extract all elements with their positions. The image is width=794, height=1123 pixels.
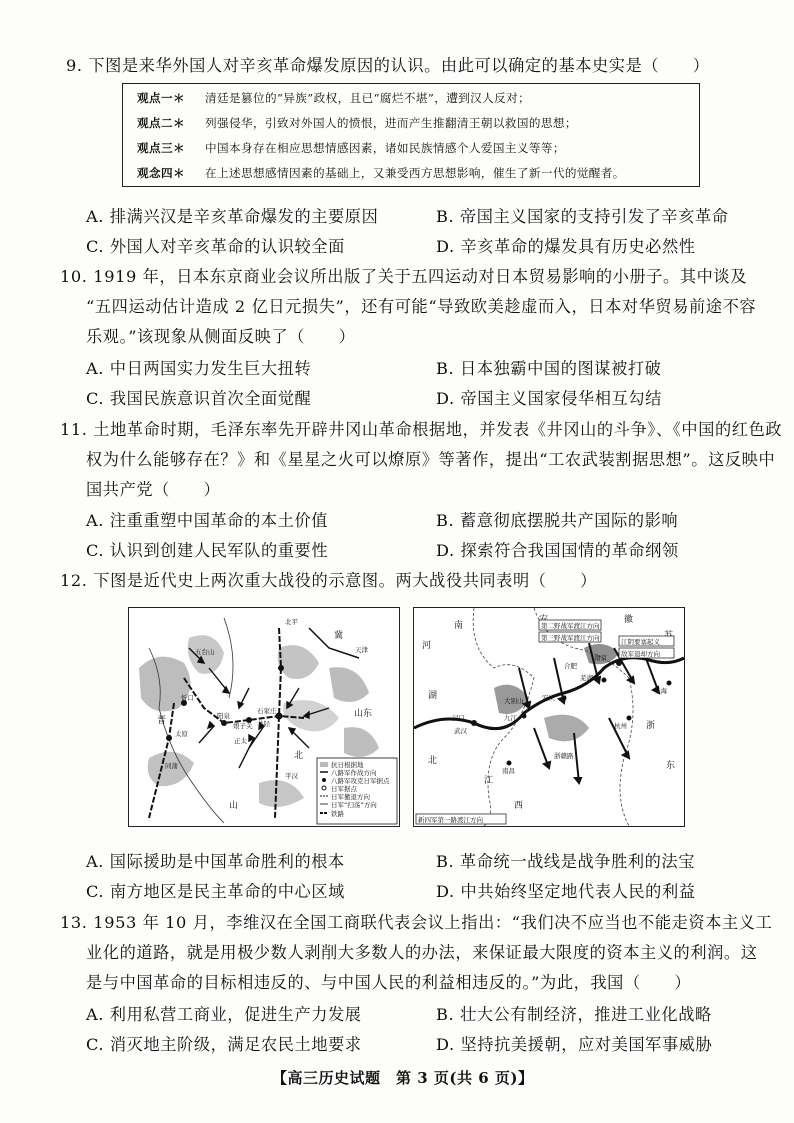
viewpoint-key: 观念四＊	[137, 166, 185, 180]
page-footer: 【高三历史试题 第 3 页(共 6 页)】	[272, 1069, 534, 1087]
map-label: 天津	[355, 646, 368, 654]
base-area-shade	[278, 645, 319, 679]
legend-label: 新四军第一路渡江方向	[418, 816, 483, 824]
option-10c[interactable]: C. 我国民族意识首次全面觉醒	[86, 389, 312, 408]
map-label: 南	[454, 621, 464, 631]
map-label: 东	[666, 761, 676, 771]
river-line	[224, 618, 233, 698]
left-map-svg	[129, 608, 399, 826]
question-11-line-2: 权为什么能够存在？》和《星星之火可以燎原》等著作，提出“工农武装割据思想”。这反映中	[86, 450, 776, 469]
option-13a[interactable]: A. 利用私营工商业，促进生产力发展	[86, 1005, 362, 1024]
option-9c[interactable]: C. 外国人对辛亥革命的认识较全面	[86, 237, 345, 256]
option-9d[interactable]: D. 辛亥革命的爆发具有历史必然性	[436, 237, 696, 256]
legend-label: 第二野战军渡江方向	[541, 622, 600, 630]
question-13-line-2: 业化的道路，就是用极少数人剥削大多数人的办法，来保证最大限度的资本主义的利润。这	[86, 943, 758, 962]
question-10-line-1: 10. 1919 年，日本东京商业会议所出版了关于五四运动对日本贸易影响的小册子。其中谈及	[60, 267, 747, 286]
legend-label: 第三野战军渡江方向	[541, 634, 600, 642]
map-label: 河	[422, 641, 432, 651]
option-10d[interactable]: D. 帝国主义国家侵华相互勾结	[436, 389, 662, 408]
map-label: 正太	[234, 737, 247, 745]
map-label: 井陉	[257, 720, 270, 728]
map-label: 芜湖	[580, 674, 593, 682]
option-12a[interactable]: A. 国际援助是中国革命胜利的根本	[86, 852, 345, 871]
map-label: 平汉	[285, 772, 298, 780]
map-label: 大别山	[504, 697, 524, 705]
option-10a[interactable]: A. 中日两国实力发生巨大扭转	[86, 359, 312, 378]
legend-label: 八路军作战方向	[331, 769, 377, 777]
legend-label: 江阴要塞起义	[621, 638, 660, 646]
base-area-shade	[259, 780, 304, 807]
map-label: 山	[229, 801, 239, 811]
question-9-stem: 9. 下图是来华外国人对辛亥革命爆发原因的认识。由此可以确定的基本史实是（ ）	[66, 56, 710, 75]
option-11b[interactable]: B. 蓄意彻底摆脱共产国际的影响	[436, 511, 679, 530]
question-13-line-1: 13. 1953 年 10 月，李维汉在全国工商联代表会议上指出：“我们决不应当也不能走资本主义工	[60, 913, 773, 932]
yangtze-crossing-map	[413, 607, 685, 827]
map-label: 同蒲	[165, 762, 178, 770]
map-label: 武汉	[454, 727, 467, 735]
viewpoint-key: 观点一＊	[137, 91, 185, 105]
viewpoint-text: 中国本身存在相应思想情感因素，诸如民族情感个人爱国主义等等；	[205, 141, 565, 155]
question-11-line-1: 11. 土地革命时期，毛泽东率先开辟井冈山革命根据地，并发表《井冈山的斗争》、《中国的红色政	[60, 420, 783, 439]
question-11-line-3: 国共产党（ ）	[86, 480, 221, 499]
legend-label: 日军“扫荡”方向	[331, 801, 377, 809]
right-map-svg	[414, 608, 684, 826]
legend-label: 日军据点	[331, 785, 357, 793]
viewpoint-key: 观点三＊	[137, 141, 185, 155]
question-10-line-3: 乐观。”该现象从侧面反映了（ ）	[86, 327, 356, 346]
option-13c[interactable]: C. 消灭地主阶级，满足农民土地要求	[86, 1035, 362, 1054]
map-label: 五台山	[195, 648, 215, 656]
viewpoint-1	[137, 90, 530, 106]
map-label: 安庆	[542, 694, 555, 702]
viewpoint-key: 观点二＊	[137, 116, 185, 130]
legend-label: 抗日根据地	[331, 761, 364, 769]
map-label: 上海	[654, 687, 667, 695]
option-12c[interactable]: C. 南方地区是民主革命的中心区域	[86, 882, 345, 901]
map-label: 徽	[624, 615, 634, 625]
base-area-shade	[329, 667, 369, 702]
question-12-stem: 12. 下图是近代史上两次重大战役的示意图。两大战役共同表明（ ）	[60, 571, 597, 590]
viewpoint-4	[137, 165, 625, 181]
option-12d[interactable]: D. 中共始终坚定地代表人民的利益	[436, 882, 696, 901]
viewpoint-text: 清廷是篡位的“异族”政权，且已“腐烂不堪”，遭到汉人反对；	[205, 91, 531, 105]
map-label: 冀	[334, 631, 344, 641]
viewpoint-2	[137, 115, 577, 131]
viewpoints-box	[122, 83, 700, 187]
map-label: 北平	[285, 618, 298, 626]
map-label: 娘子关	[233, 722, 253, 730]
map-label: 合肥	[564, 662, 577, 670]
map-label: 九江	[504, 714, 517, 722]
map-label: 湖	[428, 691, 438, 701]
option-11c[interactable]: C. 认识到创建人民军队的重要性	[86, 541, 329, 560]
option-12b[interactable]: B. 革命统一战线是战争胜利的法宝	[436, 852, 696, 871]
question-10-line-2: “五四运动估计造成 2 亿日元损失”，还有可能“导致欧美趁虚而入，日本对华贸易前途不容	[86, 297, 757, 316]
map-label: 南京	[594, 654, 607, 662]
hundred-regiments-map	[128, 607, 400, 827]
legend-label: 铁路	[331, 810, 344, 818]
map-label: 太原	[175, 730, 188, 738]
mountain-shade	[544, 715, 589, 742]
option-9b[interactable]: B. 帝国主义国家的支持引发了辛亥革命	[436, 207, 729, 226]
map-label: 阳泉	[217, 712, 230, 720]
map-label: 北	[294, 751, 304, 761]
viewpoint-text: 列强侵华，引致对外国人的愤恨，进而产生推翻清王朝以救国的思想；	[205, 116, 577, 130]
option-11a[interactable]: A. 注重重塑中国革命的本土价值	[86, 511, 329, 530]
viewpoint-text: 在上述思想感情因素的基础上，又兼受西方思想影响，催生了新一代的觉醒者。	[205, 166, 625, 180]
map-label: 南昌	[502, 767, 515, 775]
option-9a[interactable]: A. 排满兴汉是辛亥革命爆发的主要原因	[86, 207, 379, 226]
map-label: 浙赣路	[554, 752, 574, 760]
question-13-line-3: 是与中国革命的目标相违反的、与中国人民的利益相违反的。”为此，我国（ ）	[86, 973, 692, 992]
map-label: 浙	[646, 721, 656, 731]
crossing-arrows	[519, 643, 659, 783]
legend-label: 日军撤退方向	[331, 793, 370, 801]
option-13b[interactable]: B. 壮大公有制经济，推进工业化战略	[436, 1005, 712, 1024]
map-label: 晋	[157, 716, 167, 726]
map-label: 北	[428, 756, 438, 766]
legend-label: 八路军攻克日军据点	[331, 777, 390, 785]
viewpoint-3	[137, 140, 565, 156]
base-area-shade	[344, 727, 379, 757]
option-10b[interactable]: B. 日本独霸中国的图谋被打破	[436, 359, 662, 378]
option-13d[interactable]: D. 坚持抗美援朝，应对美国军事威胁	[436, 1035, 713, 1054]
map-label: 江	[484, 776, 494, 786]
map-label: 汉口	[452, 714, 465, 722]
legend-label: 敌军退却方向	[621, 650, 660, 658]
map-label: 忻口	[181, 694, 194, 702]
option-11d[interactable]: D. 探索符合我国国情的革命纲领	[436, 541, 679, 560]
map-label: 石家庄	[257, 707, 277, 715]
map-label: 杭州	[614, 722, 627, 730]
map-label: 山东	[354, 709, 373, 719]
railway-line	[184, 678, 304, 723]
map-label: 西	[514, 801, 524, 811]
